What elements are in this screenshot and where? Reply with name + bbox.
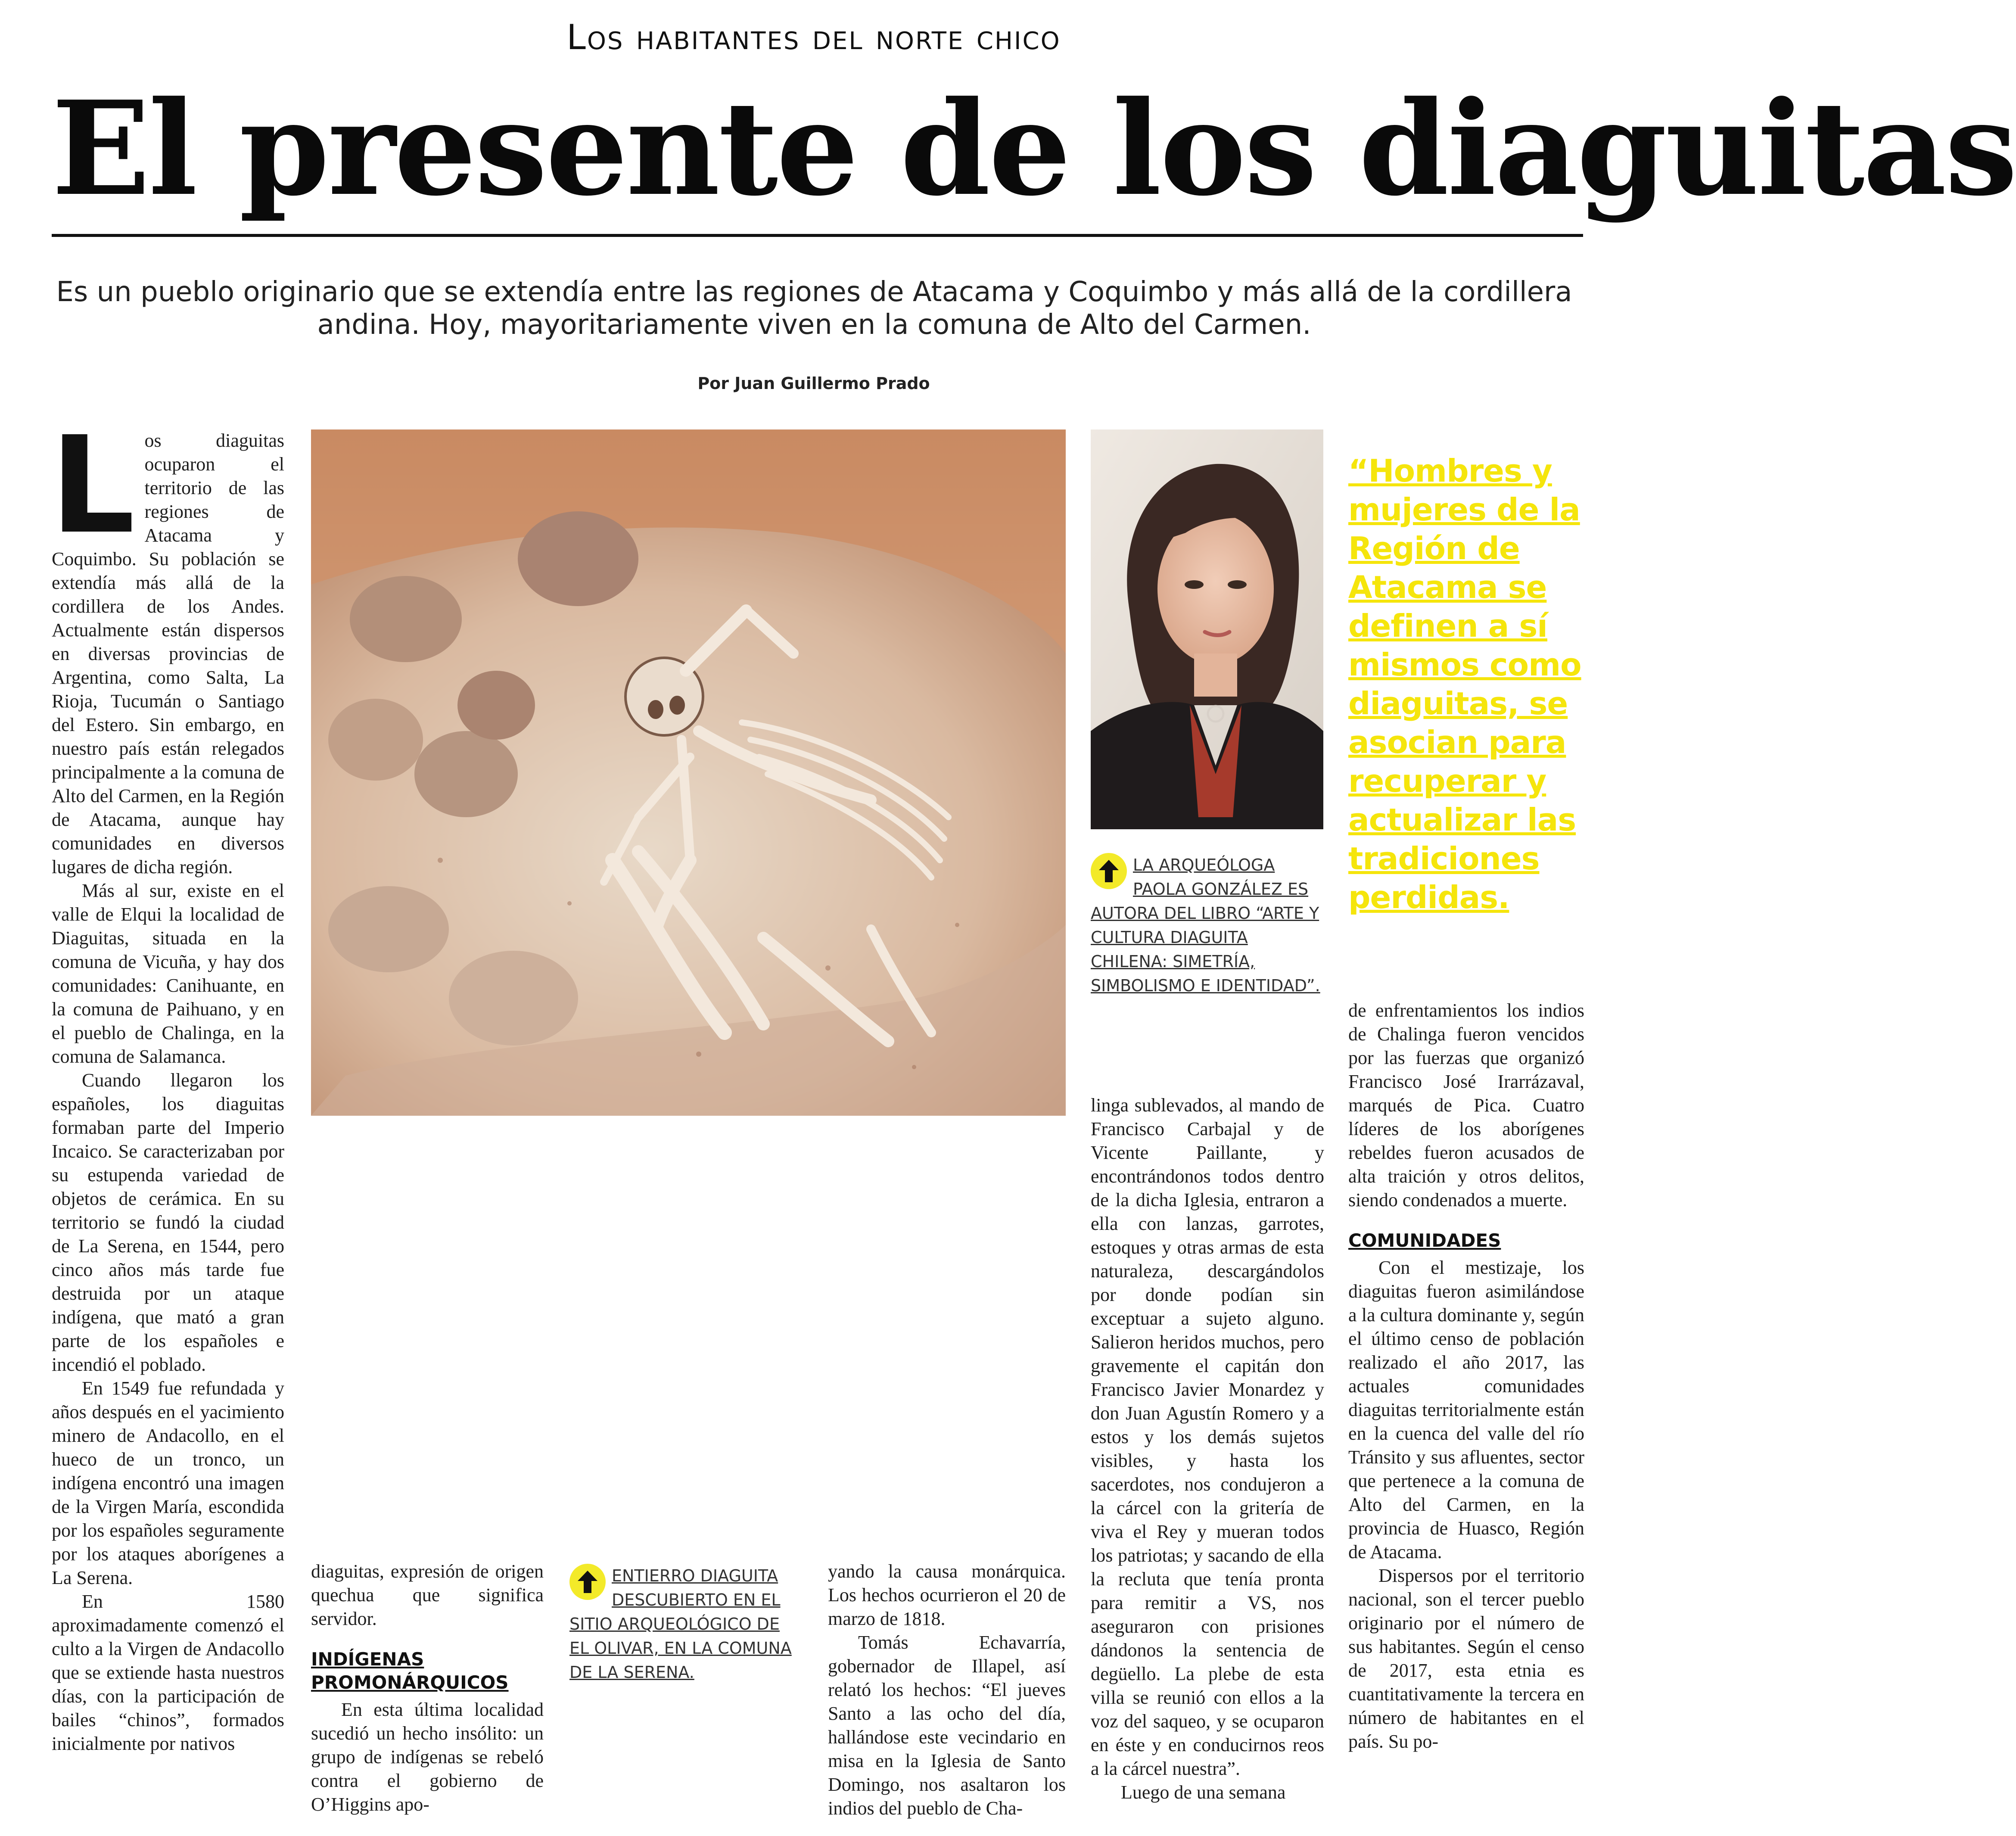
col4-paragraph-1: linga sublevados, al mando de Francisco Carbajal y de Vicente Paillante, y encontrándonos todos dentro de la dicha Iglesia, entraron a ella con lanzas, garrotes, estoques y otras armas de esta naturaleza, descargándolos por donde podían sin exceptuar a sujeto alguno. Salieron heridos muchos, pero gravemente el capitán don Francisco Javier Monardez y don Juan Agustín Romero y a estos y los demás sujetos visibles, y hasta los sacerdotes, nos condujeron a la cárcel con la gritería de viva el Rey y mueran todos los patriotas; y sacando de ella la recluta que tenía pronta para remitir a VS, nos aseguraron con prisiones dándonos la sentencia de degüello. La plebe de esta villa se reunió con ellos a la voz del saqueo, y se ocuparon en éste y en conducirnos reos a la cárcel nuestra”.	[1091, 1095, 1324, 1779]
col1-paragraph-1: Los diaguitas ocuparon el territorio de las regiones de Atacama y Coquimbo. Su población se extendía más allá de la cordillera de los Andes. Actualmente están dispersos en diversas provincias de Argentina, como Salta, La Rioja, Tucumán o Santiago del Estero. Sin embargo, en nuestro país están relegados principalmente a la comuna de Alto del Carmen, en la Región de Atacama, aunque hay comunidades en diversos lugares de dicha región.	[50, 408, 284, 878]
burial-photo-caption: ENTIERRO DIAGUITA DESCUBIERTO EN EL SITIO ARQUEOLÓGICO DE EL OLIVAR, EN LA COMUNA DE LA SERENA.	[569, 1564, 802, 1684]
col2-paragraph-2: En esta última localidad sucedió un hecho insólito: un grupo de indígenas se rebeló contra el gobierno de O’Higgins apo-	[311, 1699, 544, 1815]
subhead-comunidades: COMUNIDADES	[1348, 1230, 1501, 1251]
dropcap: L	[50, 408, 135, 563]
section-kicker: Los habitantes del norte chico	[566, 17, 1061, 57]
col5-paragraph-2: Con el mestizaje, los diaguitas fueron asimilándose a la cultura dominante y, según el último censo de población realizado el año 2017, las actuales comunidades diaguitas territorialmente están en la cuenca del valle del río Tránsito y sus afluentes, sector que pertenece a la comuna de Alto del Carmen, en la provincia de Huasco, Región de Atacama.	[1348, 1257, 1584, 1562]
subhead-promonarquicos: INDÍGENAS PROMONÁRQUICOS	[311, 1649, 509, 1693]
up-arrow-icon	[1091, 853, 1127, 889]
headline-rule	[52, 234, 1583, 237]
col3-paragraph-2: Tomás Echavarría, gobernador de Illapel, así relató los hechos: “El jueves Santo a las ocho del día, hallándose este vecindario en misa en la Iglesia de Santo Domingo, nos asaltaron los indios del pueblo de Cha-	[828, 1632, 1066, 1819]
up-arrow-icon	[569, 1564, 606, 1600]
portrait-caption: LA ARQUEÓLOGA PAOLA GONZÁLEZ ES AUTORA DEL LIBRO “ARTE Y CULTURA DIAGUITA CHILENA: SIMETRÍA, SIMBOLISMO E IDENTIDAD”.	[1091, 853, 1323, 998]
col5-paragraph-1: de enfrentamientos los indios de Chalinga fueron vencidos por las fuerzas que organizó Francisco José Irarrázaval, marqués de Pica. Cuatro líderes de los aborígenes rebeldes fueron acusados de alta traición y otros delitos, siendo condenados a muerte.	[1348, 1000, 1584, 1211]
column-4	[1091, 1093, 1324, 1804]
col1-paragraph-2: Más al sur, existe en el valle de Elqui la localidad de Diaguitas, situada en la comuna de Vicuña, y hay dos comunidades: Canihuante, en la comuna de Paihuano, y en el pueblo de Chalinga, en la comuna de Salamanca.	[52, 880, 284, 1067]
column-3	[828, 1559, 1066, 1820]
column-1	[50, 408, 284, 1755]
burial-photo	[311, 429, 1066, 1116]
archaeologist-portrait	[1091, 429, 1323, 829]
col2-paragraph-1: diaguitas, expresión de origen quechua que significa servidor.	[311, 1561, 544, 1629]
column-5	[1348, 999, 1584, 1753]
headline: El presente de los diaguitas	[52, 72, 2016, 224]
col1-paragraph-3: Cuando llegaron los españoles, los diaguitas formaban parte del Imperio Incaico. Se caracterizaban por su estupenda variedad de objetos de cerámica. En su territorio se fundó la ciudad de La Serena, en 1544, pero cinco años más tarde fue destruida por un ataque indígena, que mató a gran parte de los españoles e incendió el poblado.	[52, 1070, 284, 1375]
col4-paragraph-2: Luego de una semana	[1121, 1782, 1286, 1803]
col3-paragraph-1: yando la causa monárquica. Los hechos ocurrieron el 20 de marzo de 1818.	[828, 1561, 1066, 1629]
column-2	[311, 1559, 544, 1816]
col5-paragraph-3: Dispersos por el territorio nacional, son el tercer pueblo originario por el número de sus habitantes. Según el censo de 2017, esta etnia es cuantitativamente la tercera en número de habitantes en el país. Su po-	[1348, 1565, 1584, 1752]
col1-paragraph-4: En 1549 fue refundada y años después en el yacimiento minero de Andacollo, en el hueco de un tronco, un indígena encontró una imagen de la Virgen María, escondida por los españoles seguramente por los ataques aborígenes a La Serena.	[52, 1378, 284, 1588]
lede: Es un pueblo originario que se extendía entre las regiones de Atacama y Coquimbo y más allá de la cordillera andina. Hoy, mayoritariamente viven en la comuna de Alto del Carmen.	[56, 276, 1572, 341]
col1-paragraph-5: En 1580 aproximadamente comenzó el culto a la Virgen de Andacollo que se extiende hasta nuestros días, con la participación de bailes “chinos”, formados inicialmente por nativos	[52, 1591, 284, 1754]
byline: Por Juan Guillermo Prado	[697, 374, 930, 393]
pull-quote: “Hombres y mujeres de la Región de Atacama se definen a sí mismos como diaguitas, se asocian para recuperar y actualizar las tradiciones perdidas.	[1348, 453, 1581, 915]
